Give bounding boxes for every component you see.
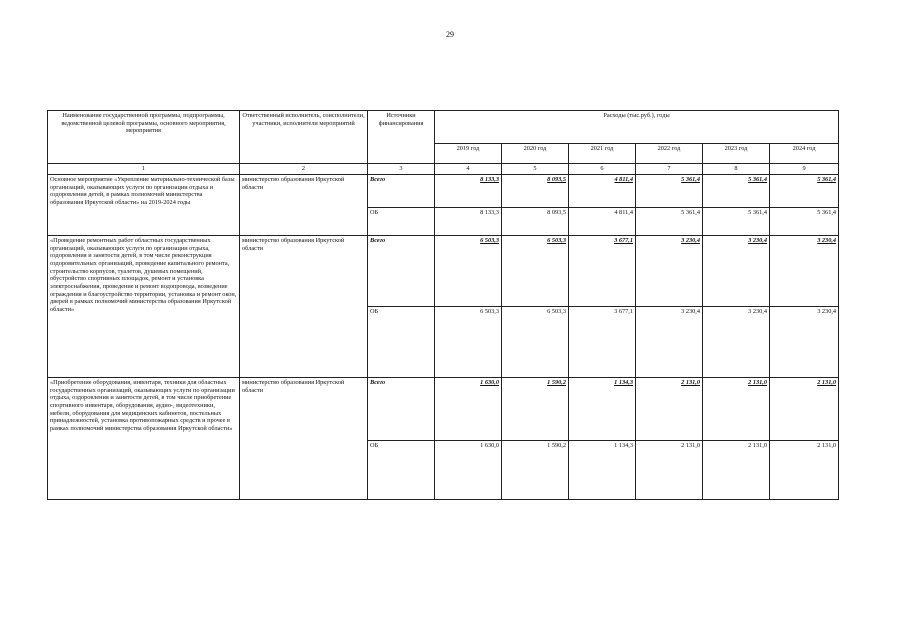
activity-executor: министерство образования Иркутской области: [240, 236, 368, 378]
value-cell: 1 590,2: [502, 441, 569, 500]
value-cell: 2 131,0: [636, 441, 703, 500]
value-cell: 3 230,4: [703, 307, 770, 378]
value-cell: 3 677,1: [569, 236, 636, 307]
activity-executor: министерство образования Иркутской области: [240, 175, 368, 236]
value-cell: 2 131,0: [703, 441, 770, 500]
value-cell: 6 503,3: [435, 236, 502, 307]
value-cell: 6 503,3: [502, 307, 569, 378]
value-cell: 2 131,0: [770, 441, 839, 500]
header-year: 2021 год: [569, 144, 636, 164]
value-cell: 1 630,0: [435, 441, 502, 500]
header-year: 2022 год: [636, 144, 703, 164]
column-number: 3: [368, 164, 435, 175]
source-label: Всего: [368, 175, 435, 208]
value-cell: 6 503,3: [502, 236, 569, 307]
value-cell: 1 590,2: [502, 378, 569, 441]
column-number: 2: [240, 164, 368, 175]
value-cell: 5 361,4: [703, 208, 770, 236]
table-row: [48, 236, 839, 307]
value-cell: 1 134,3: [569, 378, 636, 441]
header-year: 2020 год: [502, 144, 569, 164]
header-executor: Ответственный исполнитель, соисполнители, участники, исполнители мероприятий: [240, 111, 368, 164]
header-name: Наименование государственной программы, подпрограммы, ведомственной целевой программы, основного мероприятия, мероприятия: [48, 111, 240, 164]
column-number: 7: [636, 164, 703, 175]
column-number: 5: [502, 164, 569, 175]
value-cell: 8 133,3: [435, 175, 502, 208]
value-cell: 8 093,5: [502, 208, 569, 236]
activity-executor: министерство образования Иркутской области: [240, 378, 368, 500]
value-cell: 5 361,4: [636, 208, 703, 236]
activity-name: Основное мероприятие «Укрепление материально-технической базы организаций, оказывающих услуги по организации отдыха и оздоровления детей, в рамках полномочий министерства образования Иркутской области» на 2019-2024 годы: [48, 175, 240, 236]
value-cell: 3 230,4: [770, 307, 839, 378]
value-cell: 3 677,1: [569, 307, 636, 378]
column-number: 6: [569, 164, 636, 175]
value-cell: 3 230,4: [636, 307, 703, 378]
value-cell: 8 133,3: [435, 208, 502, 236]
value-cell: 5 361,4: [703, 175, 770, 208]
value-cell: 8 093,5: [502, 175, 569, 208]
header-expenses: Расходы (тыс.руб.), годы: [435, 111, 839, 144]
activity-name: «Проведение ремонтных работ областных государственных организаций, оказывающих услуги по организации отдыха, оздоровления и занятости детей, в том числе реконструкция оздоровительных организаций, проведение капитального ремонта, строительство корпусов, туалетов, душевых помещений, обустройство спортивных площадок, ремонт и установка электроснабжения, проведение и ремонт водопровода, возведение ограждения и благоустройство территории, установка и ремонт окон, дверей в рамках полномочий министерства образования Иркутской области»: [48, 236, 240, 378]
source-label: ОБ: [368, 208, 435, 236]
value-cell: 5 361,4: [770, 175, 839, 208]
header-year: 2019 год: [435, 144, 502, 164]
value-cell: 2 131,0: [770, 378, 839, 441]
header-year: 2024 год: [770, 144, 839, 164]
value-cell: 1 134,3: [569, 441, 636, 500]
header-year: 2023 год: [703, 144, 770, 164]
value-cell: 2 131,0: [703, 378, 770, 441]
value-cell: 1 630,0: [435, 378, 502, 441]
source-label: ОБ: [368, 307, 435, 378]
value-cell: 6 503,3: [435, 307, 502, 378]
activity-name: «Приобретение оборудования, инвентаря, техники для областных государственных организаций, оказывающих услуги по организации отдыха, оздоровления и занятости детей, в том числе приобретение спортивного инвентаря, оборудования, аудио-, видеотехники, мебели, оборудования для медицинских кабинетов, постельных принадлежностей, установка противопожарных средств и прочее в рамках полномочий министерства образования Иркутской области»: [48, 378, 240, 500]
value-cell: 3 230,4: [636, 236, 703, 307]
column-number: 9: [770, 164, 839, 175]
column-number: 1: [48, 164, 240, 175]
table-row: [48, 175, 839, 208]
value-cell: 4 811,4: [569, 208, 636, 236]
header-sources: Источники финансирования: [368, 111, 435, 164]
source-label: Всего: [368, 236, 435, 307]
column-number: 4: [435, 164, 502, 175]
column-number: 8: [703, 164, 770, 175]
value-cell: 3 230,4: [770, 236, 839, 307]
source-label: Всего: [368, 378, 435, 441]
page-number: 29: [446, 30, 454, 39]
value-cell: 2 131,0: [636, 378, 703, 441]
value-cell: 5 361,4: [636, 175, 703, 208]
budget-table: [47, 110, 839, 500]
value-cell: 3 230,4: [703, 236, 770, 307]
table-row: [48, 378, 839, 441]
value-cell: 5 361,4: [770, 208, 839, 236]
source-label: ОБ: [368, 441, 435, 500]
value-cell: 4 811,4: [569, 175, 636, 208]
